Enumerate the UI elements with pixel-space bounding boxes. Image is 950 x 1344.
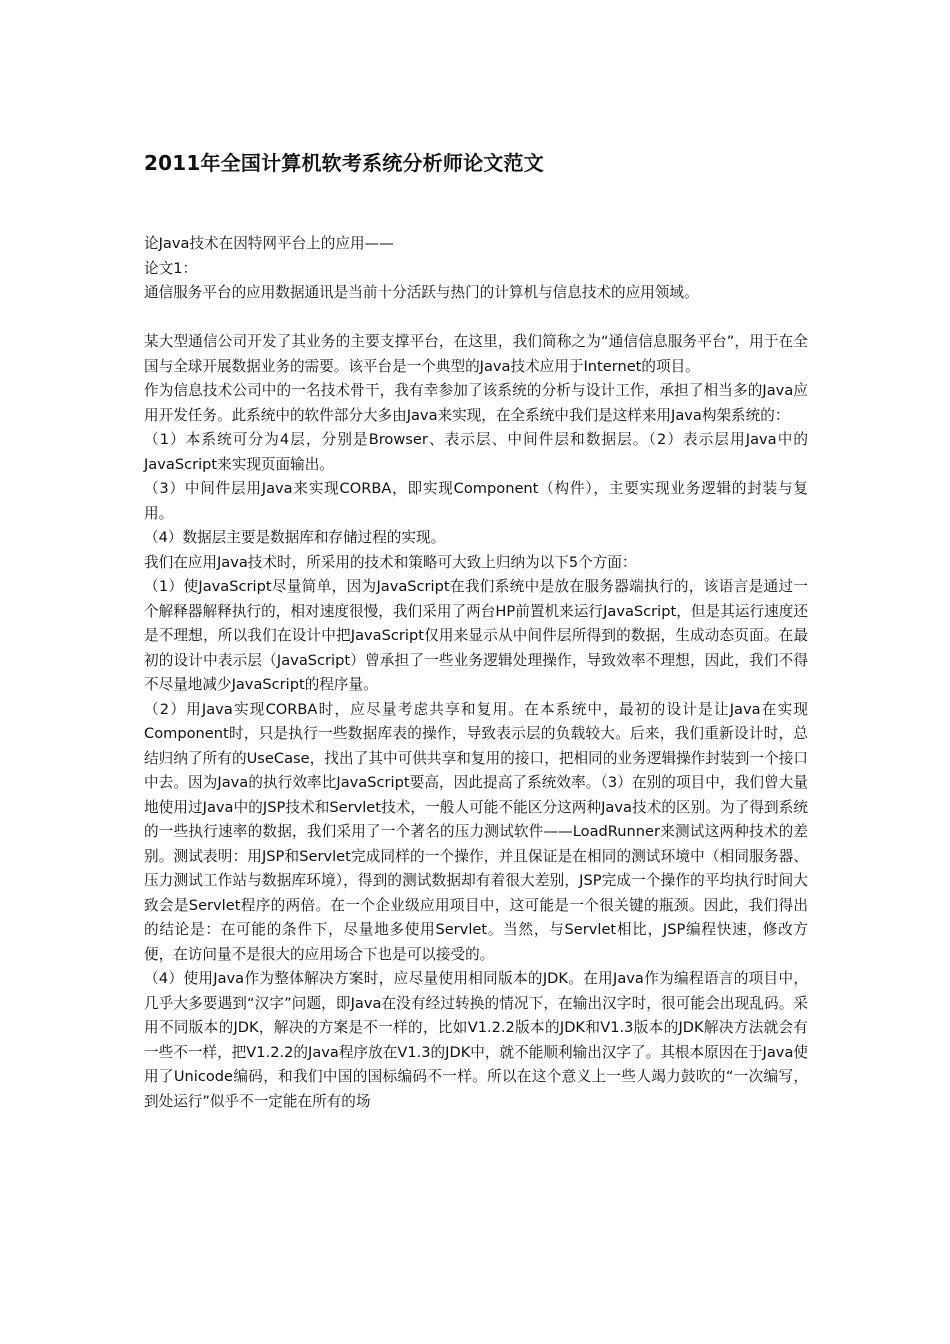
paragraph-strategy-4: （4）使用Java作为整体解决方案时，应尽量使用相同版本的JDK。在用Java作为编程语言的项目中，几乎大多要遇到“汉字”问题，即Java在没有经过转换的情况下，在输出汉字时，很可能会出现乱码。采用不同版本的JDK，解决的方案是不一样的，比如V1.2.2版本的JDK和V1.3版本的JDK解决方法就会有一些不一样，把V1.2.2的Java程序放在V1.3的JDK中，就不能顺利输出汉字了。其根本原因在于Java使用了Unicode编码，和我们中国的国标编码不一样。所以在这个意义上一些人竭力鼓吹的“一次编写，到处运行”似乎不一定能在所有的场 [144, 970, 808, 1110]
paragraph-layer-3: （3）中间件层用Java来实现CORBA，即实现Component（构件），主要实现业务逻辑的封装与复用。 [144, 480, 808, 522]
paragraph-strategy-2-3: （2）用Java实现CORBA时，应尽量考虑共享和复用。在本系统中，最初的设计是让Java在实现Component时，只是执行一些数据库表的操作，导致表示层的负载较大。后来，我们重新设计时，总结归纳了所有的UseCase，找出了其中可供共享和复用的接口，把相同的业务逻辑操作封装到一个接口中去。因为Java的执行效率比JavaScript要高，因此提高了系统效率。（3）在别的项目中，我们曾大量地使用过Java中的JSP技术和Servlet技术，一般人可能不能区分这两种Java技术的区别。为了得到系统的一些执行速率的数据，我们采用了一个著名的压力测试软件——LoadRunner来测试这两种技术的差别。测试表明：用JSP和Servlet完成同样的一个操作，并且保证是在相同的测试环境中（相同服务器、压力测试工作站与数据库环境），得到的测试数据却有着很大差别，JSP完成一个操作的平均执行时间大致会是Servlet程序的两倍。在一个企业级应用项目中，这可能是一个很关键的瓶颈。因此，我们得出的结论是：在可能的条件下，尽量地多使用Servlet。当然，与Servlet相比，JSP编程快速，修改方便，在访问量不是很大的应用场合下也是可以接受的。 [144, 700, 808, 963]
paragraph-strategy-1: （1）使JavaScript尽量简单，因为JavaScript在我们系统中是放在服务器端执行的，该语言是通过一个解释器解释执行的，相对速度很慢，我们采用了两台HP前置机来运行JavaScript，但是其运行速度还是不理想，所以我们在设计中把JavaScript仅用来显示从中间件层所得到的数据，生成动态页面。在最初的设计中表示层（JavaScript）曾承担了一些业务逻辑处理操作，导致效率不理想，因此，我们不得不尽量地减少JavaScript的程序量。 [144, 578, 808, 693]
article-label: 论文1： [144, 259, 198, 277]
document-body [144, 232, 808, 1114]
paragraph-layer-4: （4）数据层主要是数据库和存储过程的实现。 [144, 529, 446, 546]
paragraph-layers-1-2: （1）本系统可分为4层，分别是Browser、表示层、中间件层和数据层。（2）表示层用Java中的JavaScript来实现页面输出。 [144, 431, 808, 473]
paragraph-role: 作为信息技术公司中的一名技术骨干，我有幸参加了该系统的分析与设计工作，承担了相当多的Java应用开发任务。此系统中的软件部分大多由Java来实现，在全系统中我们是这样来用Java构架系统的： [144, 382, 808, 424]
document-title: 2011年全国计算机软考系统分析师论文范文 [144, 151, 544, 175]
paragraph-background: 某大型通信公司开发了其业务的主要支撑平台，在这里，我们简称之为“通信信息服务平台”，用于在全国与全球开展数据业务的需要。该平台是一个典型的Java技术应用于Internet的项目。 [144, 333, 808, 375]
paragraph-strategies-intro: 我们在应用Java技术时，所采用的技术和策略可大致上归纳为以下5个方面： [144, 553, 637, 571]
blank-line [144, 306, 808, 331]
paragraph-intro: 通信服务平台的应用数据通讯是当前十分活跃与热门的计算机与信息技术的应用领域。 [144, 284, 699, 301]
article-topic: 论Java技术在因特网平台上的应用—— [144, 235, 394, 252]
